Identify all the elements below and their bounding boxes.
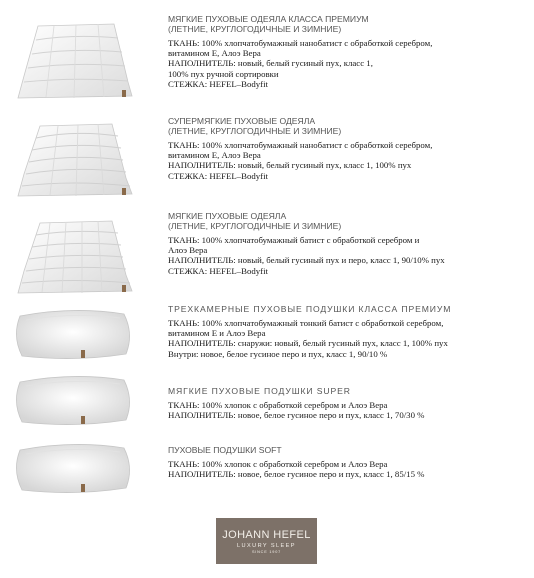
product-spec-line: Алоэ Вера bbox=[168, 245, 208, 256]
product-spec-line: НАПОЛНИТЕЛЬ: снаружи: новый, белый гусиный пух, класс 1, 100% пух bbox=[168, 338, 448, 349]
product-heading: МЯГКИЕ ПУХОВЫЕ ОДЕЯЛА bbox=[168, 211, 287, 221]
product-spec-line: ТКАНЬ: 100% хлопок с обработкой серебром и Алоэ Вера bbox=[168, 400, 388, 410]
duvet-icon bbox=[14, 217, 136, 297]
product-heading: СУПЕРМЯГКИЕ ПУХОВЫЕ ОДЕЯЛА bbox=[168, 116, 316, 126]
duvet-icon bbox=[14, 120, 136, 200]
product-spec-line: НАПОЛНИТЕЛЬ: новый, белый гусиный пух, класс 1, bbox=[168, 58, 373, 69]
product-text bbox=[168, 445, 528, 479]
product-spec-line: ТКАНЬ: 100% хлопчатобумажный нанобатист с обработкой серебром, bbox=[168, 140, 433, 150]
product-subheading: (ЛЕТНИЕ, КРУГЛОГОДИЧНЫЕ И ЗИМНИЕ) bbox=[168, 221, 342, 231]
duvet-icon bbox=[14, 20, 136, 102]
product-spec-line: витамином Е, Алоэ Вера bbox=[168, 48, 261, 59]
product-heading: МЯГКИЕ ПУХОВЫЕ ОДЕЯЛА КЛАССА ПРЕМИУМ bbox=[168, 14, 369, 24]
product-subheading: (ЛЕТНИЕ, КРУГЛОГОДИЧНЫЕ И ЗИМНИЕ) bbox=[168, 126, 342, 136]
product-spec-line: ТКАНЬ: 100% хлопчатобумажный нанобатист с обработкой серебром, bbox=[168, 38, 433, 48]
logo-since: SINCE 1907 bbox=[251, 550, 282, 554]
product-text bbox=[168, 116, 528, 181]
product-heading: МЯГКИЕ ПУХОВЫЕ ПОДУШКИ SUPER bbox=[168, 386, 351, 396]
product-heading: ТРЕХКАМЕРНЫЕ ПУХОВЫЕ ПОДУШКИ КЛАССА ПРЕМИУМ bbox=[168, 304, 452, 314]
product-spec-line: витамином Е и Алоэ Вера bbox=[168, 328, 266, 339]
product-spec-line: ТКАНЬ: 100% хлопок с обработкой серебром и Алоэ Вера bbox=[168, 459, 388, 469]
pillow-icon bbox=[14, 306, 136, 362]
product-spec-line: НАПОЛНИТЕЛЬ: новое, белое гусиное перо и пух, класс 1, 85/15 % bbox=[168, 469, 425, 480]
logo-brand-name: JOHANN HEFEL bbox=[222, 529, 311, 541]
product-text bbox=[168, 386, 528, 420]
product-spec-line: ТКАНЬ: 100% хлопчатобумажный батист с обработкой серебром и bbox=[168, 235, 420, 245]
product-text bbox=[168, 304, 528, 359]
product-spec-line: НАПОЛНИТЕЛЬ: новый, белый гусиный пух и перо, класс 1, 90/10% пух bbox=[168, 255, 445, 266]
logo-tagline: LUXURY SLEEP bbox=[237, 543, 296, 549]
brand-logo bbox=[216, 518, 317, 564]
product-spec-line: СТЕЖКА: HEFEL–Bodyfit bbox=[168, 265, 269, 276]
product-spec-line: СТЕЖКА: HEFEL–Bodyfit bbox=[168, 170, 269, 181]
product-heading: ПУХОВЫЕ ПОДУШКИ SOFT bbox=[168, 445, 282, 455]
product-spec-line: Внутри: новое, белое гусиное перо и пух, класс 1, 90/10 % bbox=[168, 348, 388, 359]
pillow-icon bbox=[14, 372, 136, 428]
product-spec-line: витамином Е, Алоэ Вера bbox=[168, 150, 261, 161]
product-subheading: (ЛЕТНИЕ, КРУГЛОГОДИЧНЫЕ И ЗИМНИЕ) bbox=[168, 24, 342, 34]
product-spec-line: СТЕЖКА: HEFEL–Bodyfit bbox=[168, 78, 269, 89]
product-spec-line: НАПОЛНИТЕЛЬ: новое, белое гусиное перо и пух, класс 1, 70/30 % bbox=[168, 410, 425, 421]
product-spec-line: НАПОЛНИТЕЛЬ: новый, белый гусиный пух, класс 1, 100% пух bbox=[168, 160, 412, 171]
product-text bbox=[168, 14, 528, 89]
product-spec-line: ТКАНЬ: 100% хлопчатобумажный тонкий батист с обработкой серебром, bbox=[168, 318, 444, 328]
pillow-icon bbox=[14, 440, 136, 496]
product-text bbox=[168, 211, 528, 276]
product-spec-line: 100% пух ручной сортировки bbox=[168, 68, 279, 79]
